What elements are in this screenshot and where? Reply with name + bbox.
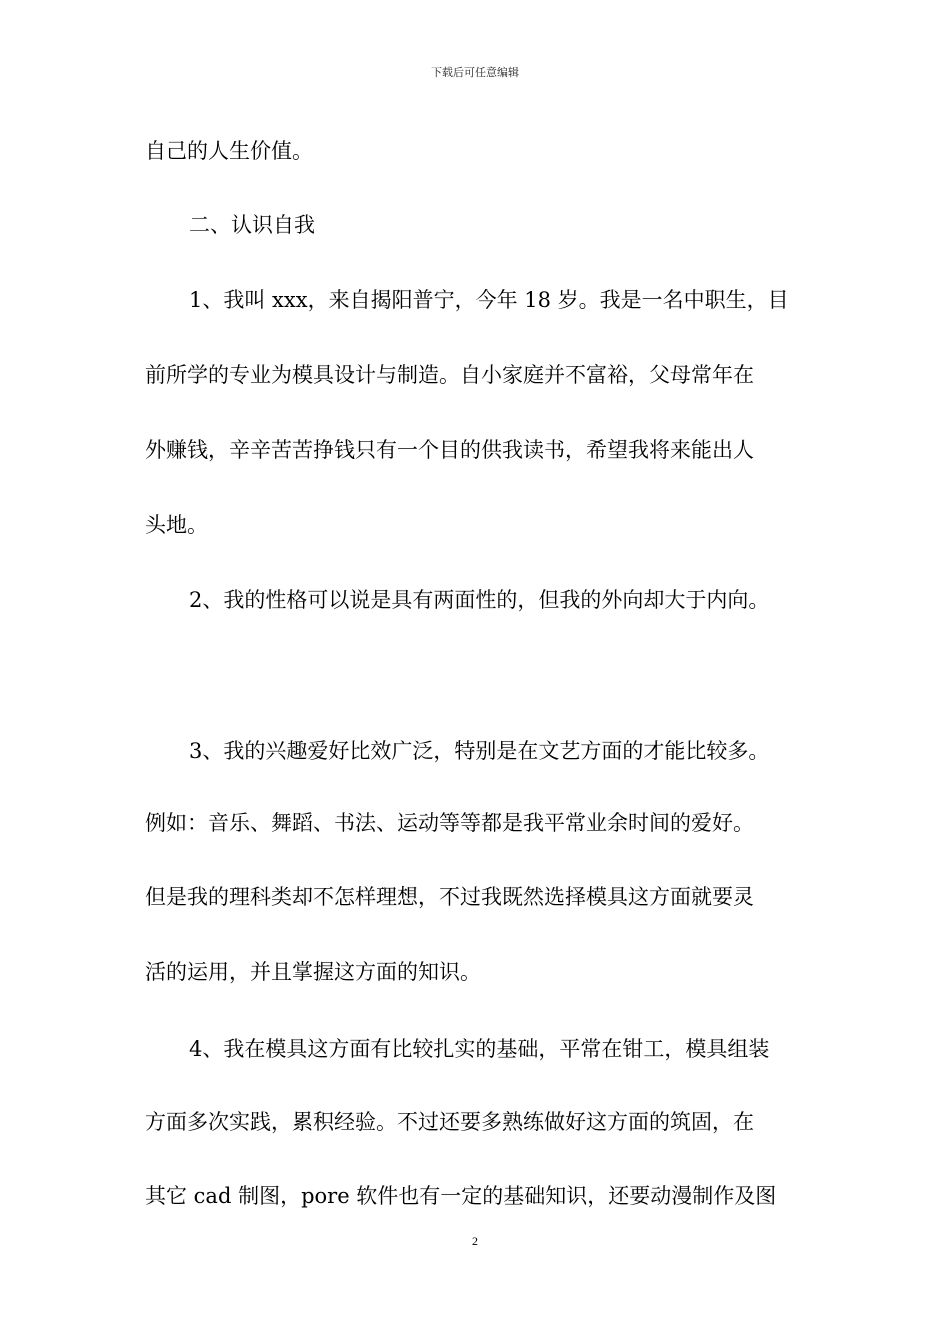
paragraph-line: 外赚钱，辛辛苦苦挣钱只有一个目的供我读书，希望我将来能出人 — [145, 438, 754, 462]
paragraph-line: 2、我的性格可以说是具有两面性的，但我的外向却大于内向。 — [189, 588, 770, 612]
paragraph-line: 3、我的兴趣爱好比效广泛，特别是在文艺方面的才能比较多。 — [189, 739, 770, 763]
paragraph-line: 4、我在模具这方面有比较扎实的基础，平常在钳工，模具组装 — [189, 1037, 770, 1061]
paragraph-line: 1、我叫 xxx，来自揭阳普宁，今年 18 岁。我是一名中职生，目 — [189, 288, 789, 312]
paragraph-line: 但是我的理科类却不怎样理想，不过我既然选择模具这方面就要灵 — [145, 885, 754, 909]
paragraph-line: 活的运用，并且掌握这方面的知识。 — [145, 960, 481, 984]
page-number: 2 — [472, 1234, 478, 1248]
paragraph-line: 前所学的专业为模具设计与制造。自小家庭并不富裕，父母常年在 — [145, 363, 754, 387]
section-heading: 二、认识自我 — [189, 213, 315, 237]
paragraph-line: 例如：音乐、舞蹈、书法、运动等等都是我平常业余时间的爱好。 — [145, 811, 754, 835]
header-note: 下载后可任意编辑 — [431, 66, 519, 79]
paragraph-line: 方面多次实践，累积经验。不过还要多熟练做好这方面的筑固，在 — [145, 1110, 754, 1134]
paragraph-line: 其它 cad 制图，pore 软件也有一定的基础知识，还要动漫制作及图 — [145, 1184, 777, 1208]
paragraph-line: 自己的人生价值。 — [145, 139, 313, 163]
paragraph-line: 头地。 — [145, 513, 208, 537]
